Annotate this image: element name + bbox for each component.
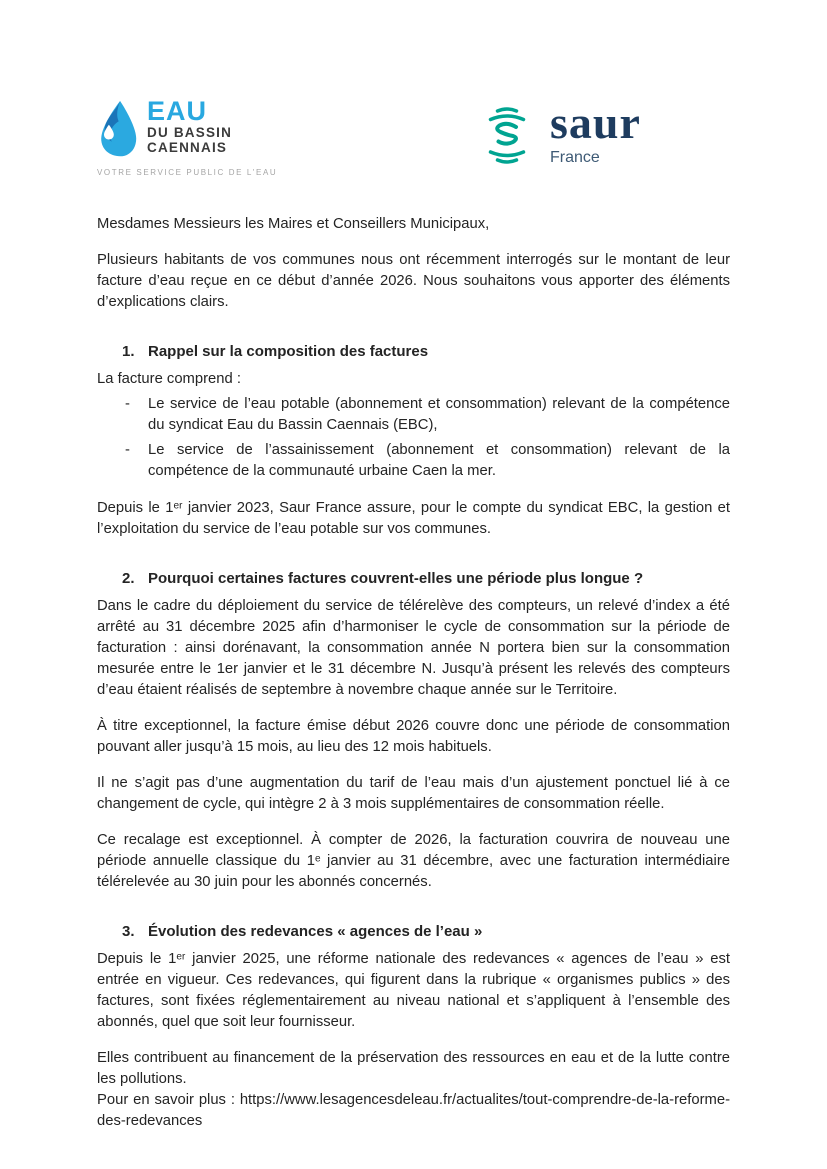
ebc-logo	[97, 98, 277, 177]
saur-logo-brand: saur	[550, 97, 641, 148]
learn-more-link-line: Pour en savoir plus : https://www.lesagencesdeleau.fr/actualites/tout-comprendre-de-la-reforme-des-redevances	[97, 1092, 730, 1129]
saur-s-icon	[482, 98, 532, 174]
section-1-number: 1.	[122, 343, 135, 360]
bullet-text: Le service de l’eau potable (abonnement et consommation) relevant de la compétence du syndicat Eau du Bassin Caennais (EBC),	[148, 396, 730, 433]
water-drop-icon	[97, 98, 139, 160]
saur-logo	[482, 98, 641, 174]
letterhead	[97, 98, 730, 182]
ebc-logo-title: EAU	[147, 96, 208, 126]
section-3-heading	[97, 923, 730, 940]
ebc-logo-subtitle-2: CAENNAIS	[147, 140, 228, 155]
section-2-paragraph: Dans le cadre du déploiement du service de télérelève des compteurs, un relevé d’index a été arrêté au 31 décembre 2025 afin d’harmoniser le cycle de consommation sur la période de facturation : ainsi dorénavant, la consommation année N portera bien sur la consommation mesurée entre le 1er janvier et le 31 décembre N. Jusqu’à présent les relevés des compteurs d’eau étaient réalisés de septembre à novembre chaque année sur le Territoire.	[97, 598, 730, 698]
section-1-lead: La facture comprend :	[97, 371, 241, 387]
ebc-logo-subtitle-1: DU BASSIN	[147, 125, 233, 140]
saur-logo-country: France	[550, 149, 600, 166]
section-1-bullet-list	[97, 394, 730, 482]
section-3-paragraph: Elles contribuent au financement de la préservation des ressources en eau et de la lutte contre les pollutions.	[97, 1050, 730, 1087]
intro-paragraph: Plusieurs habitants de vos communes nous ont récemment interrogés sur le montant de leur facture d’eau reçue en ce début d’année 2026. Nous souhaitons vous apporter des éléments d’explications clairs.	[97, 252, 730, 310]
bullet-dash: -	[125, 396, 130, 412]
section-2-paragraph: Il ne s’agit pas d’une augmentation du tarif de l’eau mais d’un ajustement ponctuel lié à ce changement de cycle, qui intègre 2 à 3 mois supplémentaires de consommation réelle.	[97, 775, 730, 812]
section-2-paragraph: À titre exceptionnel, la facture émise début 2026 couvre donc une période de consommation pouvant aller jusqu’à 15 mois, au lieu des 12 mois habituels.	[97, 718, 730, 755]
ebc-logo-tagline: VOTRE SERVICE PUBLIC DE L'EAU	[97, 168, 278, 177]
section-3-paragraph: Depuis le 1ᵉʳ janvier 2025, une réforme nationale des redevances « agences de l’eau » est entrée en vigueur. Ces redevances, qui figurent dans la rubrique « organismes publics » des factures, sont fixées réglementairement au niveau national et s’appliquent à l’ensemble des abonnés, quel que soit leur fournisseur.	[97, 951, 730, 1030]
section-2-title: Pourquoi certaines factures couvrent-elles une période plus longue ?	[148, 570, 644, 587]
section-2-number: 2.	[122, 570, 135, 587]
section-1-heading	[97, 343, 730, 360]
section-1-title: Rappel sur la composition des factures	[148, 343, 429, 360]
bullet-dash: -	[125, 442, 130, 458]
section-3-title: Évolution des redevances « agences de l’eau »	[148, 923, 483, 940]
ebc-logo-text	[147, 98, 232, 155]
bullet-text: Le service de l’assainissement (abonnement et consommation) relevant de la compétence de la communauté urbaine Caen la mer.	[148, 442, 730, 479]
bullet-item-water	[125, 394, 730, 436]
section-2-heading	[97, 570, 730, 587]
section-2-paragraph: Ce recalage est exceptionnel. À compter de 2026, la facturation couvrira de nouveau une période annuelle classique du 1ᵉ janvier au 31 décembre, avec une facturation intermédiaire télérelevée au 30 juin pour les abonnés concernés.	[97, 832, 730, 890]
saur-logo-text	[550, 98, 641, 167]
ebc-logo-main	[97, 98, 277, 160]
section-1-paragraph: Depuis le 1ᵉʳ janvier 2023, Saur France assure, pour le compte du syndicat EBC, la gestion et l’exploitation du service de l’eau potable sur vos communes.	[97, 500, 730, 537]
bullet-item-sanitation	[125, 440, 730, 482]
salutation: Mesdames Messieurs les Maires et Conseillers Municipaux,	[97, 216, 490, 232]
section-3-number: 3.	[122, 923, 135, 940]
